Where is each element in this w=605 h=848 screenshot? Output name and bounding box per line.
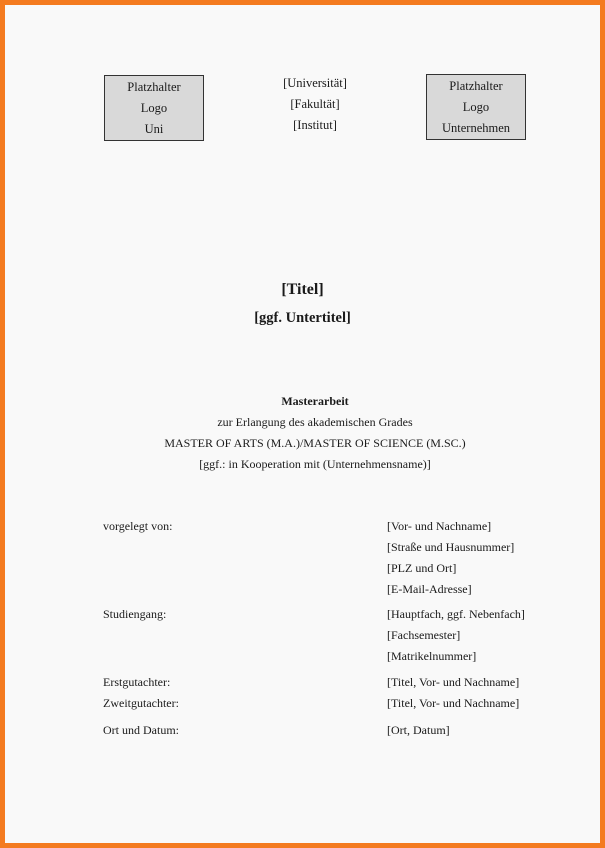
second-reviewer-values (387, 693, 519, 714)
place-date-values (387, 720, 450, 741)
place-date-value: [Ort, Datum] (387, 723, 450, 737)
major-subject: [Hauptfach, ggf. Nebenfach] (387, 607, 525, 621)
second-reviewer-label: Zweitgutachter: (103, 696, 179, 710)
thesis-purpose: zur Erlangung des akademischen Grades (217, 415, 413, 429)
institution-block (245, 73, 385, 136)
logo-uni-line-2: Logo (140, 101, 168, 115)
thesis-description (5, 391, 605, 475)
author-name: [Vor- und Nachname] (387, 519, 492, 533)
author-city: [PLZ und Ort] (387, 561, 457, 575)
thesis-degree: MASTER OF ARTS (M.A.)/MASTER OF SCIENCE (M.SC.) (164, 436, 466, 450)
document-page (5, 5, 600, 843)
program-label: Studiengang: (103, 607, 167, 621)
place-date-label: Ort und Datum: (103, 723, 179, 737)
logo-company-line-3: Unternehmen (441, 121, 511, 135)
thesis-subtitle: [ggf. Untertitel] (254, 310, 351, 326)
author-email: [E-Mail-Adresse] (387, 582, 472, 596)
first-reviewer-values (387, 672, 519, 693)
university-logo-placeholder (104, 75, 204, 141)
author-street: [Straße und Hausnummer] (387, 540, 515, 554)
program-values (387, 604, 525, 667)
logo-uni-line-3: Uni (144, 122, 164, 136)
submitted-by-values (387, 516, 514, 600)
thesis-cooperation: [ggf.: in Kooperation mit (Unternehmensname)] (199, 457, 431, 471)
submitted-by-label: vorgelegt von: (103, 519, 173, 533)
university-name: [Universität] (283, 76, 347, 90)
thesis-type: Masterarbeit (281, 394, 349, 408)
faculty-name: [Fakultät] (290, 97, 340, 111)
first-reviewer-label: Erstgutachter: (103, 675, 171, 689)
second-reviewer-name: [Titel, Vor- und Nachname] (387, 696, 520, 710)
logo-company-line-1: Platzhalter (449, 79, 503, 93)
logo-company-line-2: Logo (462, 100, 490, 114)
semester: [Fachsemester] (387, 628, 461, 642)
institute-name: [Institut] (293, 118, 337, 132)
logo-uni-line-1: Platzhalter (127, 80, 181, 94)
matriculation-number: [Matrikelnummer] (387, 649, 477, 663)
thesis-title: [Titel] (281, 281, 324, 298)
company-logo-placeholder (426, 74, 526, 140)
first-reviewer-name: [Titel, Vor- und Nachname] (387, 675, 520, 689)
